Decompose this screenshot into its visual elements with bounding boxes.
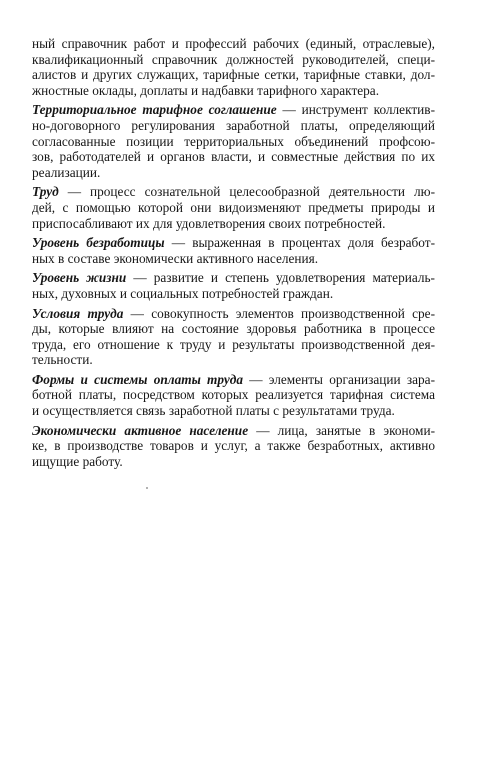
text-line: дей, с помощью которой они видоизменяют предметы природы и <box>32 199 435 215</box>
glossary-entry-continuation <box>32 36 435 98</box>
text-line: приспосабливают их для удовлетворения своих потребностей. <box>32 215 386 231</box>
text-line: зов, работодателей и органов власти, и совместные действия по их <box>32 149 435 165</box>
glossary-entry-living-standard <box>32 270 435 301</box>
text-line: но-договорного регулирования заработной платы, определяющий <box>32 117 435 133</box>
glossary-term: Уровень безработицы <box>32 235 165 251</box>
text-line: реализации. <box>32 164 101 180</box>
text-line <box>32 423 435 439</box>
text-line <box>32 184 435 200</box>
text-line: тельности. <box>32 352 93 368</box>
text-line: жностные оклады, доплаты и надбавки тарифного характера. <box>32 82 380 98</box>
text-line <box>32 306 435 322</box>
glossary-entry-active-population <box>32 423 435 470</box>
glossary-entry-pay-forms <box>32 372 435 419</box>
definition-text: — процесс сознательной целесообразной деятельности лю- <box>58 184 435 200</box>
glossary-entry-working-conditions <box>32 306 435 368</box>
glossary-term: Формы и системы оплаты труда <box>32 371 243 387</box>
definition-text: — развитие и степень удовлетворения материаль- <box>126 270 435 286</box>
glossary-entry-unemployment-rate <box>32 235 435 266</box>
text-line: ботной платы, посредством которых реализуется тарифная система <box>32 387 435 403</box>
text-line: труда, его отношение к труду и результаты производственной дея- <box>32 336 435 352</box>
glossary-term: Уровень жизни <box>32 270 127 286</box>
text-line: ды, которые влияют на состояние здоровья работника в процессе <box>32 321 435 337</box>
text-line: ный справочник работ и профессий рабочих (единый, отраслевые), <box>32 36 435 51</box>
glossary-entry-labor <box>32 184 435 231</box>
text-line: алистов и других служащих, тарифные сетки, тарифные ставки, дол- <box>32 67 435 83</box>
text-line <box>32 372 435 388</box>
text-line: ке, в производстве товаров и услуг, а также безработных, активно <box>32 438 435 454</box>
glossary-term: Условия труда <box>32 305 124 321</box>
glossary-term: Труд <box>32 184 59 200</box>
definition-text: — выраженная в процентах доля безработ- <box>164 235 435 251</box>
definition-text: — совокупность элементов производственной сре- <box>123 305 436 321</box>
text-line: квалификационный справочник должностей руководителей, специ- <box>32 51 435 67</box>
text-line: ных в составе экономически активного населения. <box>32 250 319 266</box>
text-line <box>32 235 435 251</box>
scan-speck <box>146 487 148 489</box>
definition-text: — инструмент коллектив- <box>276 102 436 118</box>
text-line: ных, духовных и социальных потребностей граждан. <box>32 285 334 301</box>
definition-text: — лица, занятые в экономи- <box>248 422 436 438</box>
document-page <box>32 36 435 473</box>
definition-text: — элементы организации зара- <box>242 371 436 387</box>
text-line <box>32 102 435 118</box>
glossary-entry-territorial-agreement <box>32 102 435 180</box>
glossary-term: Территориальное тарифное соглашение <box>32 102 277 118</box>
text-line <box>32 270 435 286</box>
text-line: и осуществляется связь заработной платы с результатами труда. <box>32 403 395 419</box>
text-line: ищущие работу. <box>32 453 123 469</box>
glossary-term: Экономически активное население <box>32 422 249 438</box>
text-line: согласованные позиции территориальных объединений профсою- <box>32 133 435 149</box>
